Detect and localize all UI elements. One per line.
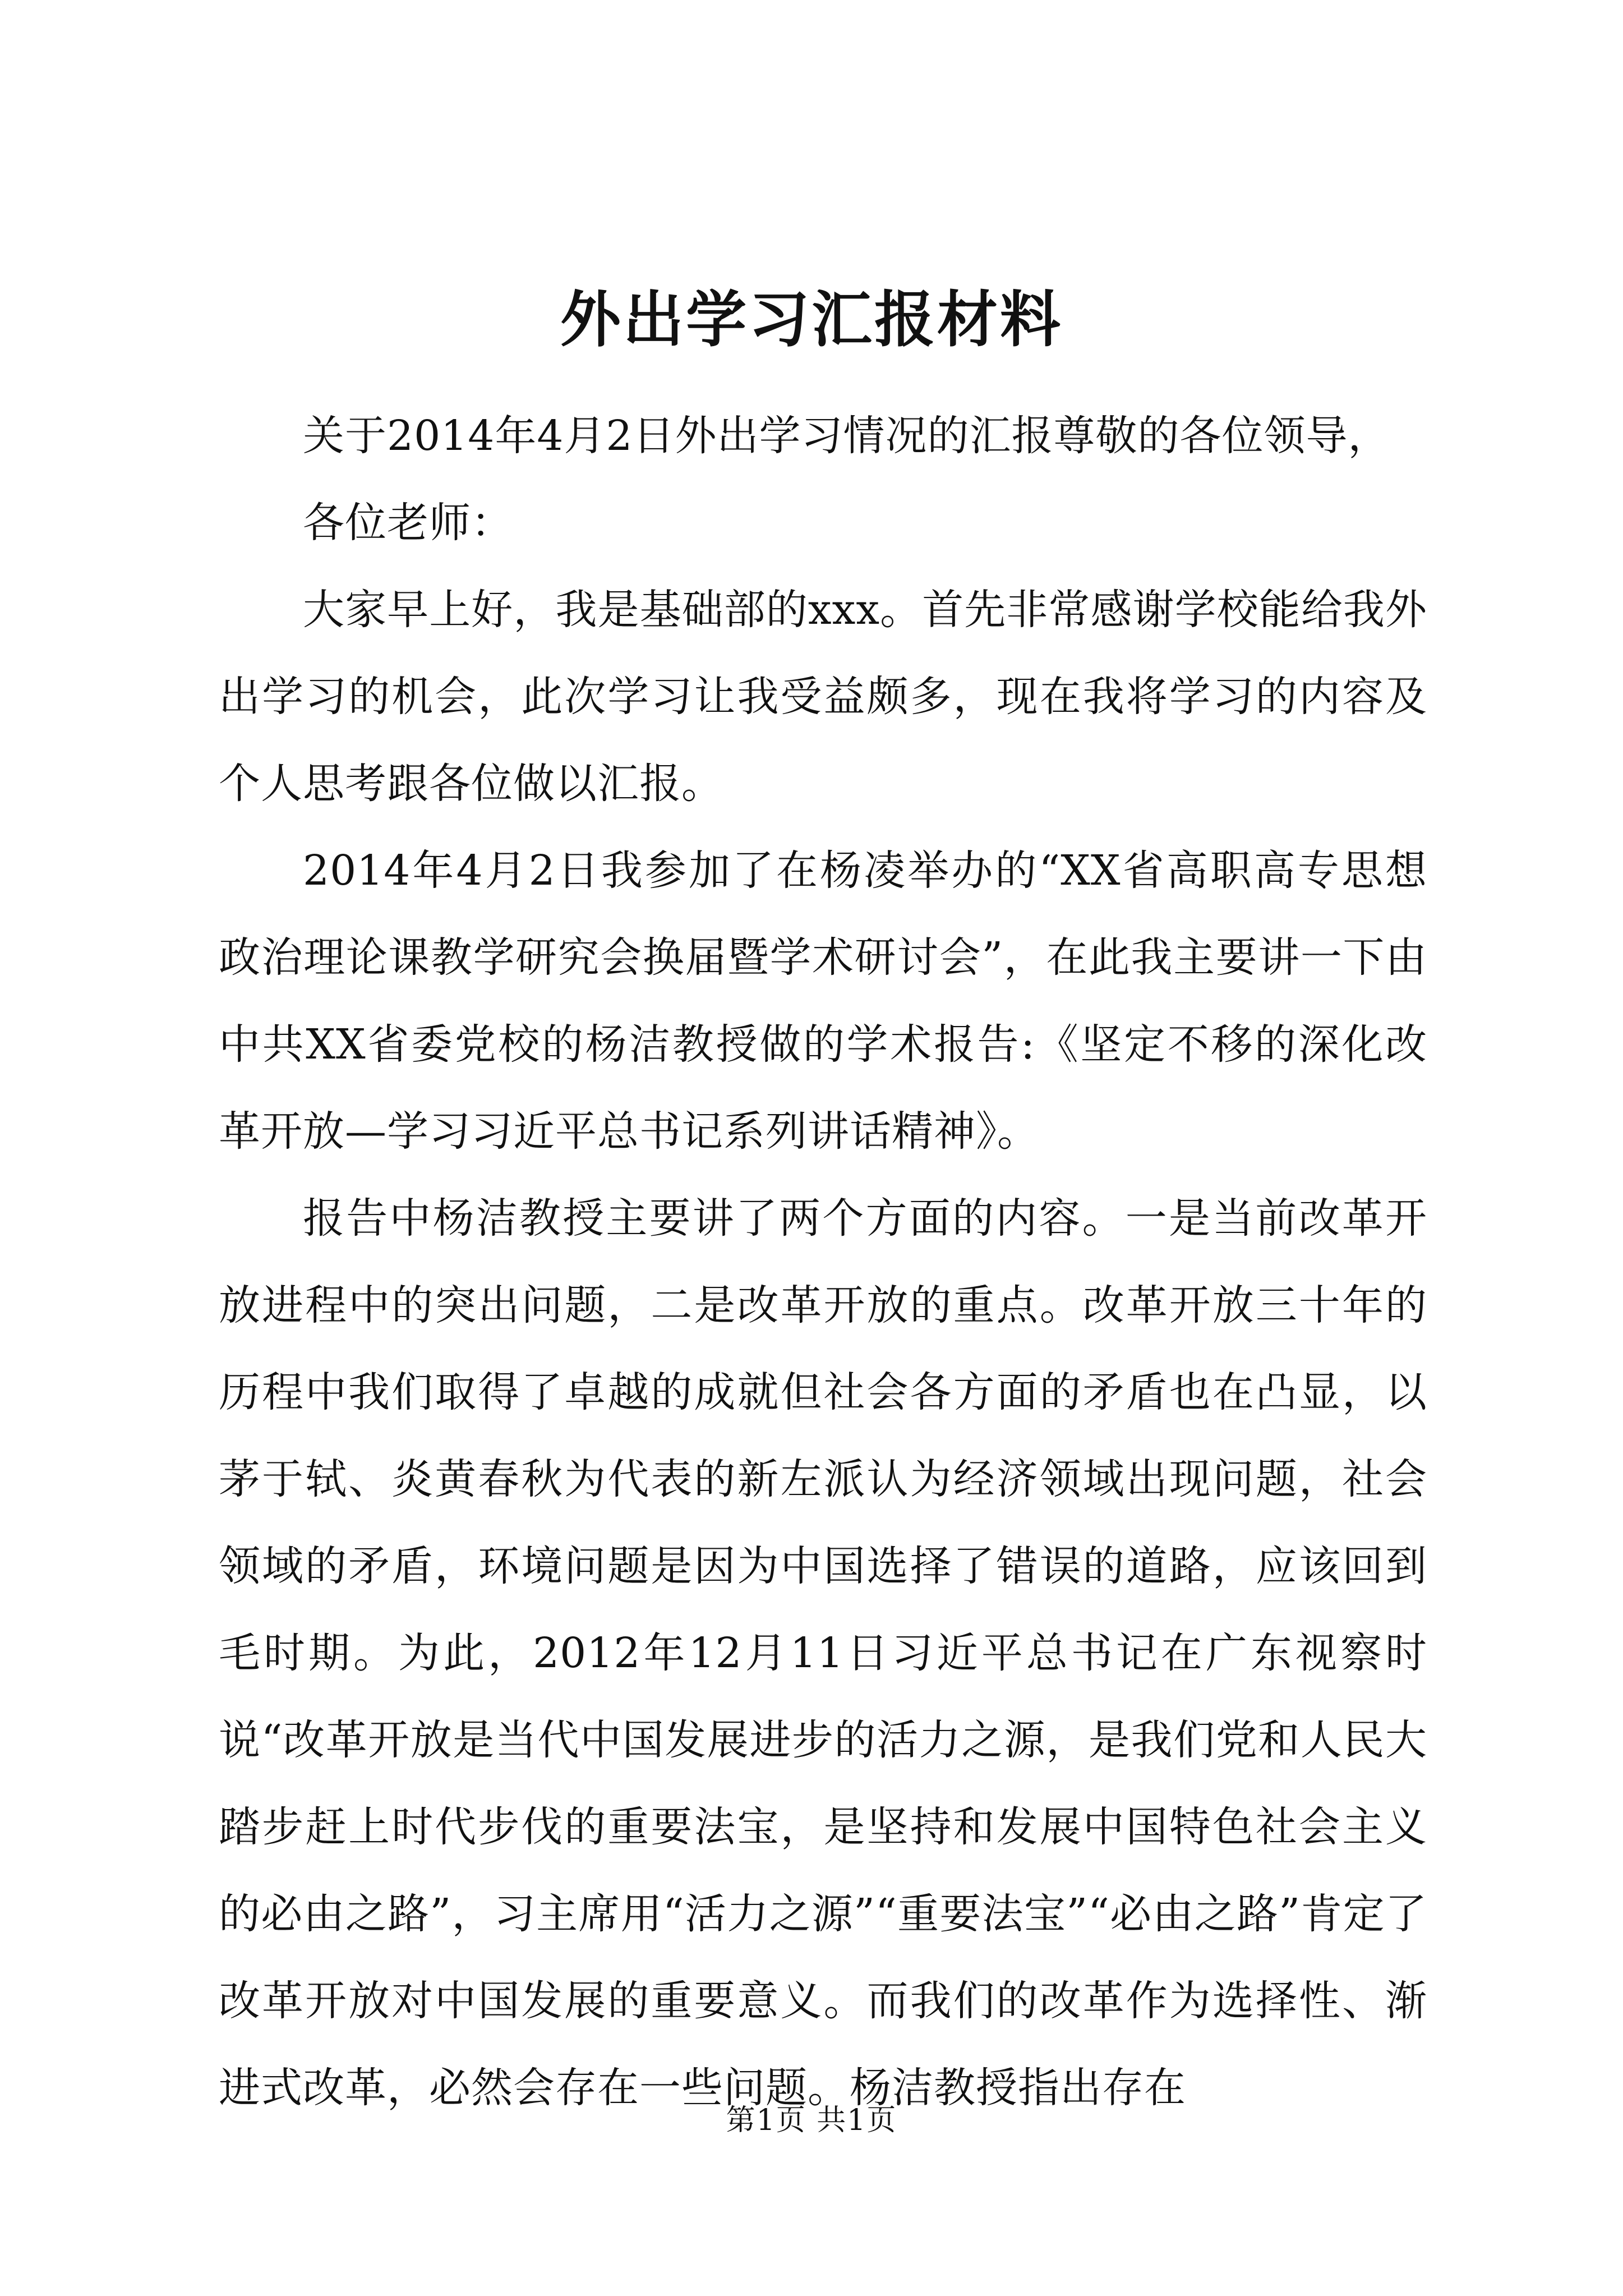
paragraph-event: 2014年4月2日我参加了在杨凌举办的“XX省高职高专思想政治理论课教学研究会换届暨学术研讨会”，在此我主要讲一下由中共XX省委党校的杨洁教授做的学术报告:《坚定不移的深化改革开放—学习习近平总书记系列讲话精神》。 [219,846,1427,1156]
document-body [219,393,1427,2132]
paragraph-salutation: 各位老师： [303,499,513,547]
paragraph-greeting: 大家早上好，我是基础部的xxx。首先非常感谢学校能给我外出学习的机会，此次学习让我受益颇多，现在我将学习的内容及个人思考跟各位做以汇报。 [219,586,1427,808]
document-title: 外出学习汇报材料 [560,284,1063,355]
paragraph-heading-line: 关于2014年4月2日外出学习情况的汇报尊敬的各位领导， [303,412,1390,460]
page-footer: 第1页 共1页 [726,2104,897,2137]
paragraph-report: 报告中杨洁教授主要讲了两个方面的内容。一是当前改革开放进程中的突出问题，二是改革开放的重点。改革开放三十年的历程中我们取得了卓越的成就但社会各方面的矛盾也在凸显，以茅于轼、炎黄春秋为代表的新左派认为经济领域出现问题，社会领域的矛盾，环境问题是因为中国选择了错误的道路，应该回到毛时期。为此，2012年12月11日习近平总书记在广东视察时说“改革开放是当代中国发展进步的活力之源，是我们党和人民大踏步赶上时代步伐的重要法宝，是坚持和发展中国特色社会主义的必由之路”，习主席用“活力之源”“重要法宝”“必由之路”肯定了改革开放对中国发展的重要意义。而我们的改革作为选择性、渐进式改革，必然会存在一些问题。杨洁教授指出存在 [219,1194,1427,2112]
